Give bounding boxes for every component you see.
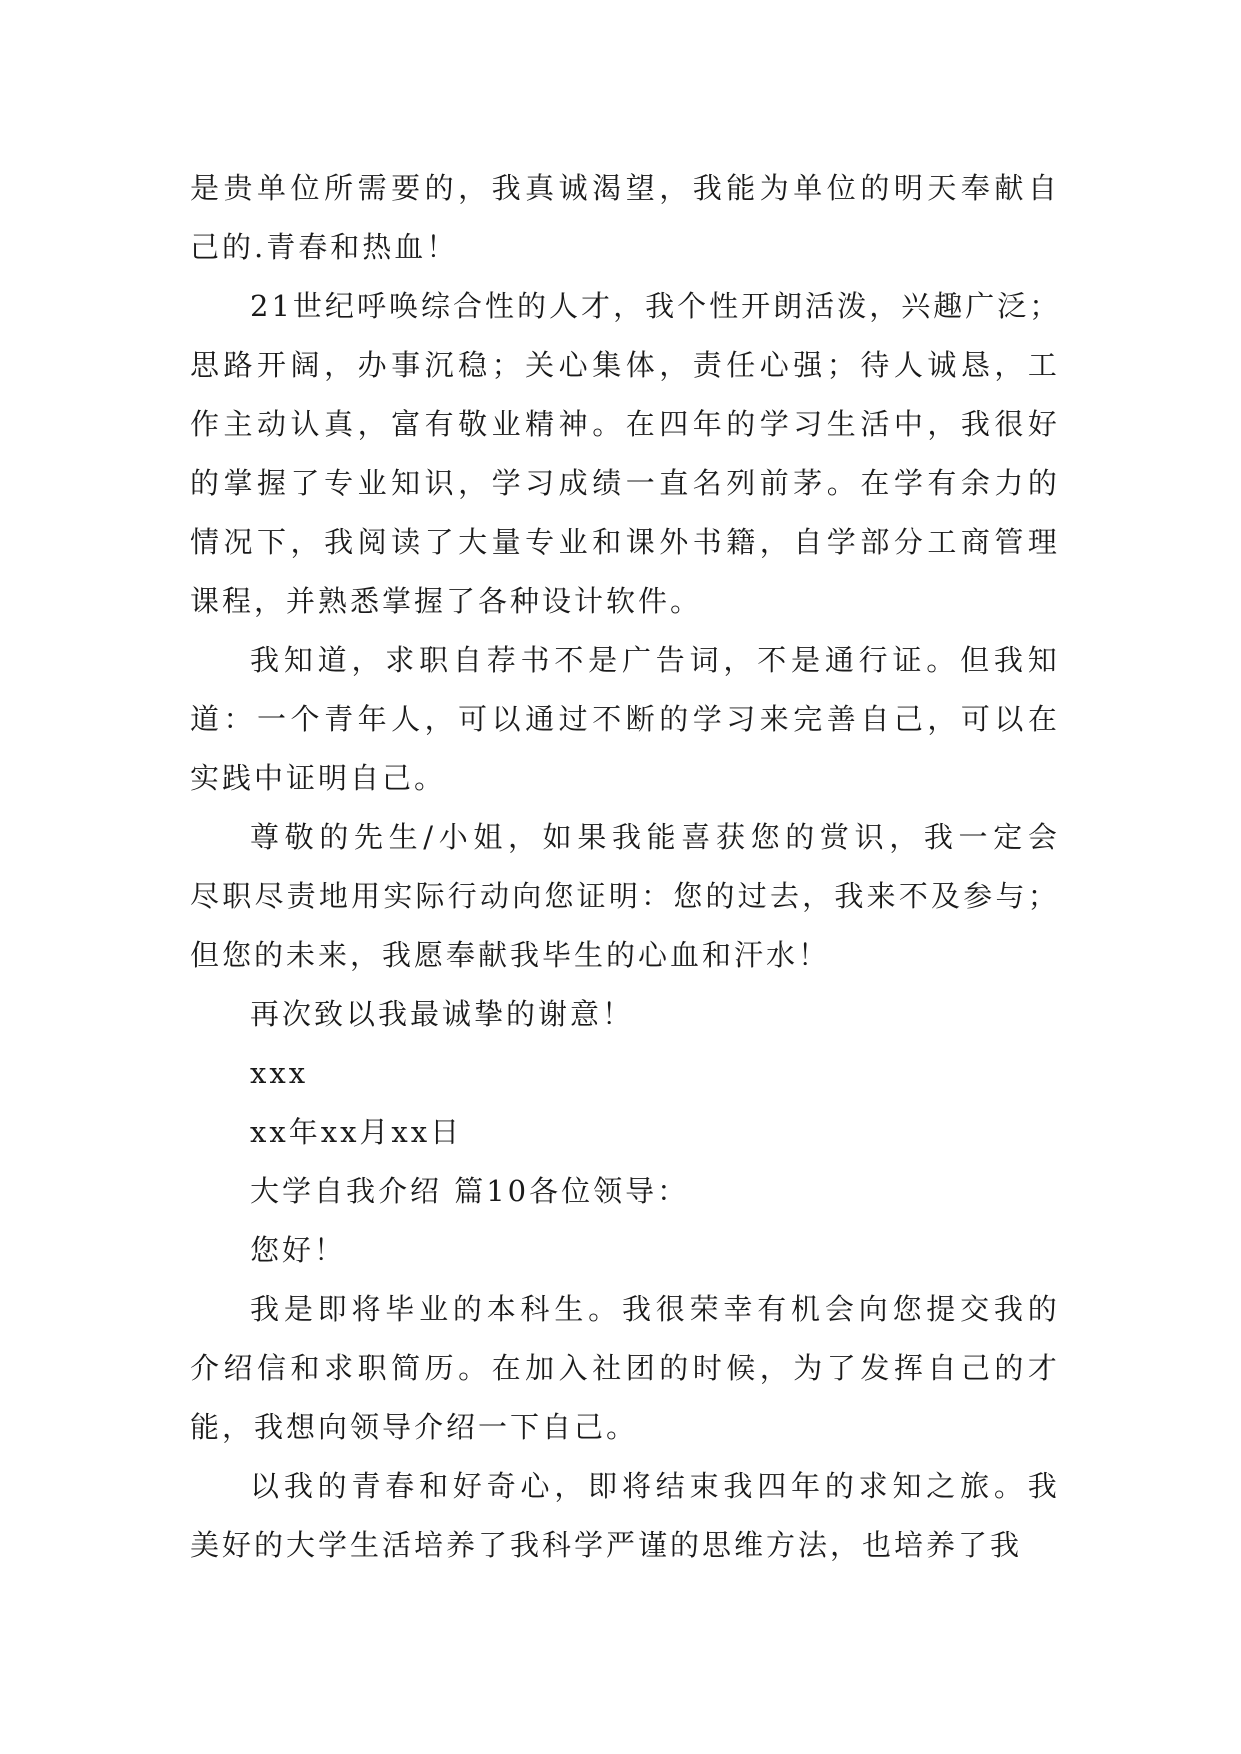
- text-line: 道 ： 一 个 青 年 人 ， 可 以 通 过 不 断 的 学 习 来 完 善 自 己 ， 可 以 在: [190, 702, 1060, 736]
- text-line: xx年xx月xx日: [250, 1115, 463, 1149]
- text-line: 但您的未来，我愿奉献我毕生的心血和汗水！: [190, 938, 831, 972]
- paragraph: [190, 159, 1060, 277]
- paragraph: [190, 277, 1060, 631]
- text-line: 以 我 的 青 春 和 好 奇 心 ， 即 将 结 束 我 四 年 的 求 知 之 旅 。 我: [250, 1469, 1060, 1503]
- text-line: 的 掌 握 了 专 业 知 识 ， 学 习 成 绩 一 直 名 列 前 茅 。 在 学 有 余 力 的: [190, 466, 1060, 500]
- paragraph: [190, 1221, 1060, 1280]
- text-line: 尊 敬 的 先 生 / 小 姐 ， 如 果 我 能 喜 获 您 的 赏 识 ， 我 一 定 会: [250, 820, 1060, 854]
- paragraph: [190, 808, 1060, 985]
- paragraph: [190, 1457, 1060, 1575]
- paragraph: [190, 1162, 1060, 1221]
- text-line: 能，我想向领导介绍一下自己。: [190, 1410, 639, 1444]
- paragraph: [190, 631, 1060, 808]
- paragraph: [190, 1044, 1060, 1103]
- text-line: 2 1 世 纪 呼 唤 综 合 性 的 人 才 ， 我 个 性 开 朗 活 泼 ， 兴 趣 广 泛 ；: [250, 289, 1062, 323]
- text-line: 思 路 开 阔 ， 办 事 沉 稳 ； 关 心 集 体 ， 责 任 心 强 ； 待 人 诚 恳 ， 工: [190, 348, 1060, 382]
- paragraph: [190, 985, 1060, 1044]
- text-line: 再次致以我最诚挚的谢意！: [250, 997, 635, 1031]
- text-line: 我 知 道 ， 求 职 自 荐 书 不 是 广 告 词 ， 不 是 通 行 证 。 但 我 知: [250, 643, 1060, 677]
- text-line: 美好的大学生活培养了我科学严谨的思维方法，也培养了我: [190, 1528, 1023, 1562]
- text-line: 尽 职 尽 责 地 用 实 际 行 动 向 您 证 明 ： 您 的 过 去 ， 我 来 不 及 参 与 ；: [190, 879, 1060, 913]
- text-line: 是 贵 单 位 所 需 要 的 ， 我 真 诚 渴 望 ， 我 能 为 单 位 的 明 天 奉 献 自: [190, 171, 1060, 205]
- document-body: [190, 159, 1060, 1575]
- text-line: xxx: [250, 1056, 309, 1090]
- text-line: 介 绍 信 和 求 职 简 历 。 在 加 入 社 团 的 时 候 ， 为 了 发 挥 自 己 的 才: [190, 1351, 1060, 1385]
- text-line: 作 主 动 认 真 ， 富 有 敬 业 精 神 。 在 四 年 的 学 习 生 活 中 ， 我 很 好: [190, 407, 1060, 441]
- text-line: 我 是 即 将 毕 业 的 本 科 生 。 我 很 荣 幸 有 机 会 向 您 提 交 我 的: [250, 1292, 1060, 1326]
- paragraph: [190, 1103, 1060, 1162]
- text-line: 课程，并熟悉掌握了各种设计软件。: [190, 584, 703, 618]
- text-line: 大学自我介绍 篇10各位领导：: [250, 1174, 690, 1208]
- text-line: 情 况 下 ， 我 阅 读 了 大 量 专 业 和 课 外 书 籍 ， 自 学 部 分 工 商 管 理: [190, 525, 1060, 559]
- text-line: 实践中证明自己。: [190, 761, 447, 795]
- text-line: 您好！: [250, 1233, 347, 1267]
- paragraph: [190, 1280, 1060, 1457]
- text-line: 己的.青春和热血！: [190, 230, 459, 264]
